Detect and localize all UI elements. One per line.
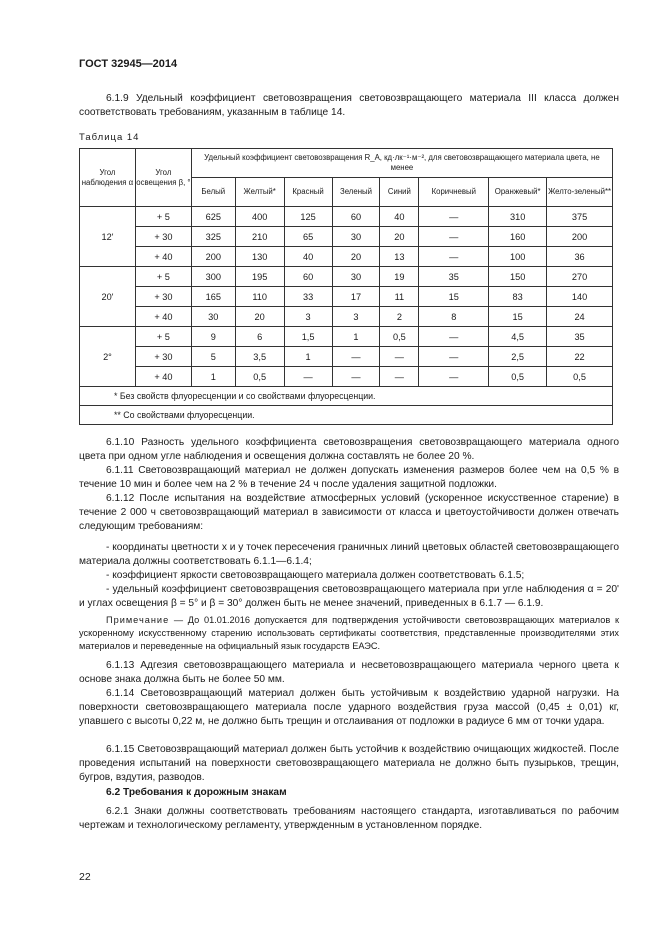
value-cell: 35 [547,327,613,347]
value-cell: 200 [547,227,613,247]
value-cell: 60 [332,207,380,227]
value-cell: 24 [547,307,613,327]
value-cell: 40 [380,207,419,227]
color-header: Желтый* [235,178,284,207]
value-cell: 83 [489,287,547,307]
color-header: Желто-зеленый** [547,178,613,207]
illumination-cell: + 30 [135,347,191,367]
value-cell: 30 [191,307,235,327]
value-cell: 2 [380,307,419,327]
paragraph-6-1-12: 6.1.12 После испытания на воздействие атмосферных условий (ускоренное искусственное старение) в течение 2 000 ч световозвращающий материал в зависимости от класса и цветоустойчивости должен отвечать следующим требованиям: [79,493,619,532]
bullet-1: - координаты цветности x и y точек пересечения граничных линий цветовых областей световозвращающего материала должны соответствовать 6.1.1—6.1.4; [79,542,619,567]
value-cell: 200 [191,247,235,267]
value-cell: — [419,327,489,347]
page-number: 22 [79,871,91,883]
value-cell: 1 [284,347,332,367]
value-cell: — [380,367,419,387]
value-cell: 30 [332,227,380,247]
paragraph-6-1-13: 6.1.13 Адгезия световозвращающего материала и несветовозвращающего материала черного цвета к основе знака должна быть не более 50 мм. [79,660,619,685]
value-cell: — [419,347,489,367]
table-row [80,367,613,387]
value-cell: 210 [235,227,284,247]
value-cell: 40 [284,247,332,267]
note [79,614,619,653]
value-cell: 160 [489,227,547,247]
value-cell: 8 [419,307,489,327]
header-illumination: Угол освещения β, ° [135,149,191,207]
value-cell: 2,5 [489,347,547,367]
value-cell: 20 [380,227,419,247]
illumination-cell: + 5 [135,327,191,347]
value-cell: 17 [332,287,380,307]
value-cell: 1 [191,367,235,387]
value-cell: 0,5 [380,327,419,347]
value-cell: 3 [332,307,380,327]
note-label: Примечание [106,615,170,625]
value-cell: 0,5 [235,367,284,387]
color-header: Зеленый [332,178,380,207]
table-row [80,307,613,327]
value-cell: 400 [235,207,284,227]
color-header: Красный [284,178,332,207]
table-row [80,267,613,287]
value-cell: 30 [332,267,380,287]
value-cell: 15 [489,307,547,327]
value-cell: 9 [191,327,235,347]
value-cell: 140 [547,287,613,307]
angle-cell: 12' [80,207,136,267]
illumination-cell: + 40 [135,247,191,267]
value-cell: 15 [419,287,489,307]
value-cell: — [419,227,489,247]
value-cell: 20 [235,307,284,327]
bullet-2: - коэффициент яркости световозвращающего материала должен соответствовать 6.1.5; [106,570,525,581]
value-cell: — [380,347,419,367]
table-row [80,347,613,367]
illumination-cell: + 40 [135,307,191,327]
value-cell: 150 [489,267,547,287]
value-cell: 6 [235,327,284,347]
paragraph-6-1-9: 6.1.9 Удельный коэффициент световозвращения световозвращающего материала III класса должен соответствовать требованиям, указанным в таблице 14. [79,93,619,118]
value-cell: 3,5 [235,347,284,367]
table-row [80,207,613,227]
value-cell: 1,5 [284,327,332,347]
paragraph-6-2-1: 6.2.1 Знаки должны соответствовать требованиям настоящего стандарта, изготавливаться по рабочим чертежам и технологическому регламенту, утвержденным в установленном порядке. [79,806,619,831]
table-row [80,247,613,267]
header-group: Удельный коэффициент световозвращения R_A, кд·лк⁻¹·м⁻², для световозвращающего материала цвета, не менее [191,149,612,178]
document-header: ГОСТ 32945—2014 [79,58,178,70]
value-cell: 5 [191,347,235,367]
value-cell: 0,5 [489,367,547,387]
angle-cell: 20' [80,267,136,327]
value-cell: 0,5 [547,367,613,387]
value-cell: 36 [547,247,613,267]
value-cell: 20 [332,247,380,267]
value-cell: 33 [284,287,332,307]
paragraph-6-1-15: 6.1.15 Световозвращающий материал должен быть устойчив к воздействию очищающих жидкостей. После проведения испытаний на поверхности световозвращающего материала не должно быть пузырьков, трещин, бугров, вздутия, разводов. [79,744,619,783]
value-cell: — [419,367,489,387]
illumination-cell: + 40 [135,367,191,387]
color-header: Белый [191,178,235,207]
color-header: Синий [380,178,419,207]
value-cell: 325 [191,227,235,247]
paragraph-6-1-14: 6.1.14 Световозвращающий материал должен быть устойчивым к воздействию ударной нагрузки. На поверхности световозвращающего материала после ударного воздействия груза массой (0,45 ± 0,01) кг, упавшего с высоты 0,22 м, не должно быть трещин и отслаивания от подложки в радиусе 6 мм от точки удара. [79,688,619,727]
illumination-cell: + 5 [135,267,191,287]
value-cell: 375 [547,207,613,227]
paragraph-6-1-10: 6.1.10 Разность удельного коэффициента световозвращения световозвращающего материала одного цвета при одном угле наблюдения и освещения должна составлять не более 20 %. [79,437,619,462]
section-6-2-heading: 6.2 Требования к дорожным знакам [106,787,287,798]
value-cell: — [332,347,380,367]
color-header: Оранжевый* [489,178,547,207]
value-cell: 4,5 [489,327,547,347]
table-row [80,227,613,247]
illumination-cell: + 30 [135,227,191,247]
footnote-1: * Без свойств флуоресценции и со свойствами флуоресценции. [80,387,613,406]
illumination-cell: + 5 [135,207,191,227]
value-cell: 100 [489,247,547,267]
value-cell: 165 [191,287,235,307]
value-cell: 195 [235,267,284,287]
value-cell: 19 [380,267,419,287]
footnote-2: ** Со свойствами флуоресценции. [80,406,613,425]
value-cell: 13 [380,247,419,267]
value-cell: — [419,247,489,267]
value-cell: — [284,367,332,387]
value-cell: — [332,367,380,387]
illumination-cell: + 30 [135,287,191,307]
value-cell: 35 [419,267,489,287]
value-cell: 130 [235,247,284,267]
color-header: Коричневый [419,178,489,207]
value-cell: 125 [284,207,332,227]
value-cell: 625 [191,207,235,227]
table-caption: Таблица 14 [79,132,140,143]
value-cell: 310 [489,207,547,227]
value-cell: 270 [547,267,613,287]
value-cell: 11 [380,287,419,307]
paragraph-6-1-11: 6.1.11 Световозвращающий материал не должен допускать изменения размеров более чем на 0,5 % в течение 10 мин и более чем на 2 % в течение 24 ч после удаления защитной подложки. [79,465,619,490]
value-cell: 22 [547,347,613,367]
header-angle: Угол наблюдения α [80,149,136,207]
value-cell: 65 [284,227,332,247]
value-cell: 300 [191,267,235,287]
note-text: — До 01.01.2016 допускается для подтверждения устойчивости световозвращающих материалов к ускоренному искусственному старению использовать сертификаты соответствия, представленные производителями этих материалов и переведенные на официальный язык государств ЕАЭС. [79,615,619,651]
value-cell: 110 [235,287,284,307]
bullet-3: - удельный коэффициент световозвращения световозвращающего материала при угле наблюдения α = 20' и углах освещения β = 5° и β = 30° должен быть не менее значений, приведенных в 6.1.7 — 6.1.9. [79,584,619,609]
table-row [80,327,613,347]
angle-cell: 2° [80,327,136,387]
value-cell: 1 [332,327,380,347]
table-14 [79,148,613,425]
value-cell: — [419,207,489,227]
value-cell: 60 [284,267,332,287]
table-row [80,287,613,307]
value-cell: 3 [284,307,332,327]
